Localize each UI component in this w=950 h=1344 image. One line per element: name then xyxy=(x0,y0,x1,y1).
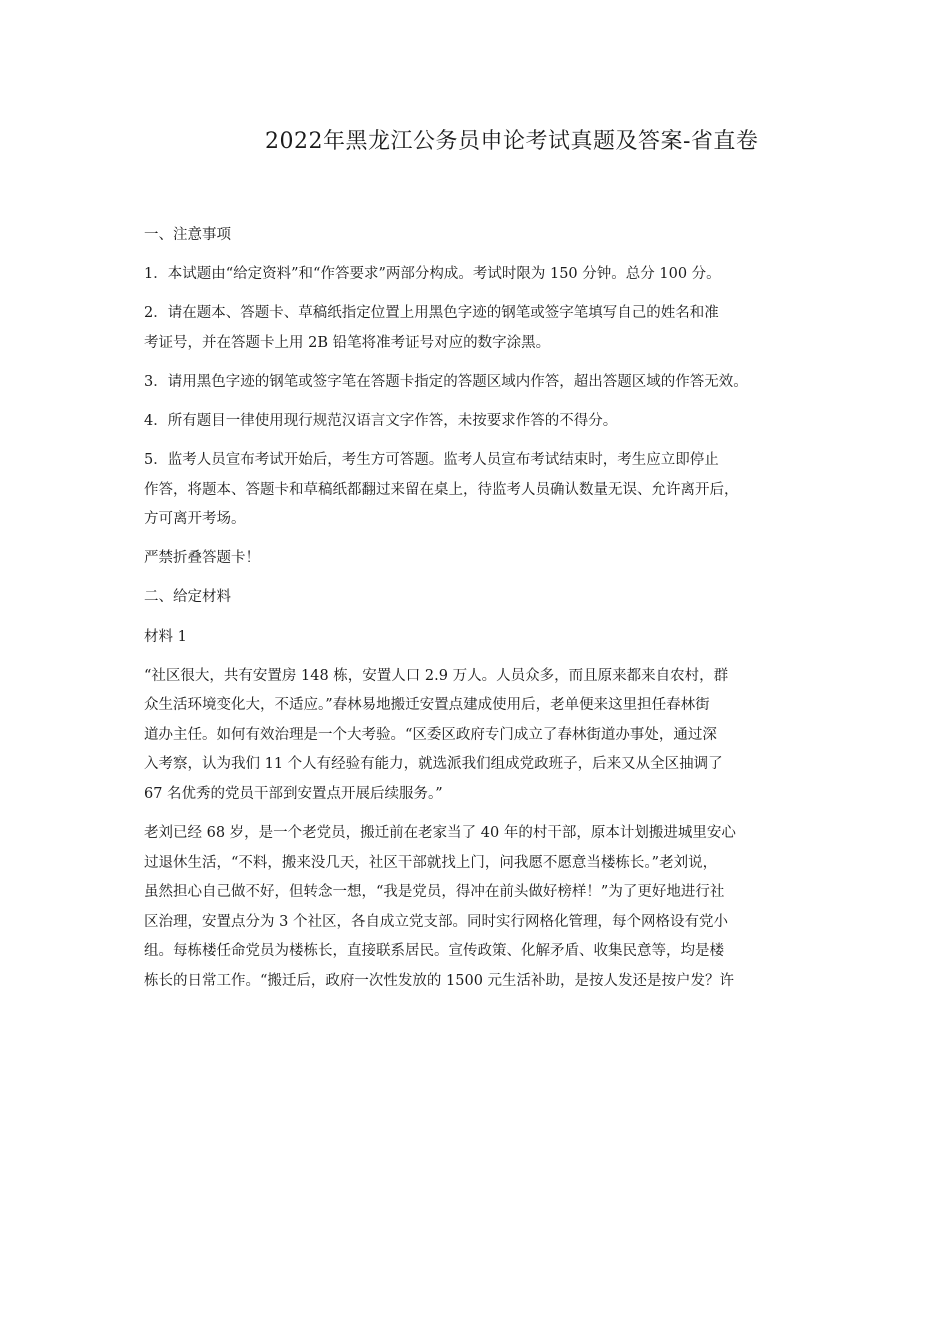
text-line: 组。每栋楼任命党员为楼栋长，直接联系居民。宣传政策、化解矛盾、收集民意等，均是楼 xyxy=(144,943,724,960)
text-line: 栋长的日常工作。“搬迁后，政府一次性发放的 1500 元生活补助，是按人发还是按户发？许 xyxy=(144,973,735,990)
text-line: 考证号，并在答题卡上用 2B 铅笔将准考证号对应的数字涂黑。 xyxy=(144,334,551,351)
text-line: 区治理，安置点分为 3 个社区，各自成立党支部。同时实行网格化管理，每个网格设有党小 xyxy=(144,913,728,930)
paragraph-material-1-a xyxy=(144,662,844,810)
text-line: 67 名优秀的党员干部到安置点开展后续服务。” xyxy=(144,786,443,802)
paragraph-notice-5 xyxy=(144,446,844,535)
paragraph-material-1-b xyxy=(144,819,844,997)
paragraph-material-1-heading xyxy=(144,623,844,653)
text-line: 入考察，认为我们 11 个人有经验有能力，就选派我们组成党政班子，后来又从全区抽调了 xyxy=(144,756,723,773)
text-line: 2．请在题本、答题卡、草稿纸指定位置上用黑色字迹的钢笔或签字笔填写自己的姓名和准 xyxy=(144,305,719,322)
paragraph-materials-heading xyxy=(144,583,844,613)
paragraph-notice-1 xyxy=(144,260,844,290)
text-line: 过退休生活，“不料，搬来没几天，社区干部就找上门，问我愿不愿意当楼栋长。”老刘说， xyxy=(144,854,718,871)
text-line: 材料 1 xyxy=(144,628,187,645)
text-line: 一、注意事项 xyxy=(144,227,231,243)
paragraph-notice-3 xyxy=(144,368,844,398)
text-line: 老刘已经 68 岁，是一个老党员，搬迁前在老家当了 40 年的村干部，原本计划搬进城里安心 xyxy=(144,825,736,842)
document-title: 2022年黑龙江公务员申论考试真题及答案-省直卷 xyxy=(265,129,759,154)
text-line: “社区很大，共有安置房 148 栋，安置人口 2.9 万人。人员众多，而且原来都来自农村，群 xyxy=(144,667,729,684)
text-line: 二、给定材料 xyxy=(144,589,231,606)
paragraph-no-folding xyxy=(144,544,844,574)
text-line: 1．本试题由“给定资料”和“作答要求”两部分构成。考试时限为 150 分钟。总分 100 分。 xyxy=(144,266,721,283)
text-line: 道办主任。如何有效治理是一个大考验。“区委区政府专门成立了春林街道办事处，通过深 xyxy=(144,726,717,743)
document-body xyxy=(144,221,844,1006)
text-line: 虽然担心自己做不好，但转念一想，“我是党员，得冲在前头做好榜样！”为了更好地进行社 xyxy=(144,884,725,901)
text-line: 众生活环境变化大，不适应。”春林易地搬迁安置点建成使用后，老单便来这里担任春林街 xyxy=(144,697,710,714)
text-line: 3．请用黑色字迹的钢笔或签字笔在答题卡指定的答题区域内作答，超出答题区域的作答无效。 xyxy=(144,373,748,390)
paragraph-notice-4 xyxy=(144,407,844,437)
text-line: 方可离开考场。 xyxy=(144,511,246,528)
paragraph-notice-2 xyxy=(144,299,844,358)
text-line: 作答，将题本、答题卡和草稿纸都翻过来留在桌上，待监考人员确认数量无误、允许离开后， xyxy=(144,481,739,498)
text-line: 5．监考人员宣布考试开始后，考生方可答题。监考人员宣布考试结束时，考生应立即停止 xyxy=(144,452,719,469)
paragraph-notice-heading xyxy=(144,221,844,251)
text-line: 严禁折叠答题卡！ xyxy=(144,550,260,567)
text-line: 4．所有题目一律使用现行规范汉语言文字作答，未按要求作答的不得分。 xyxy=(144,412,618,429)
